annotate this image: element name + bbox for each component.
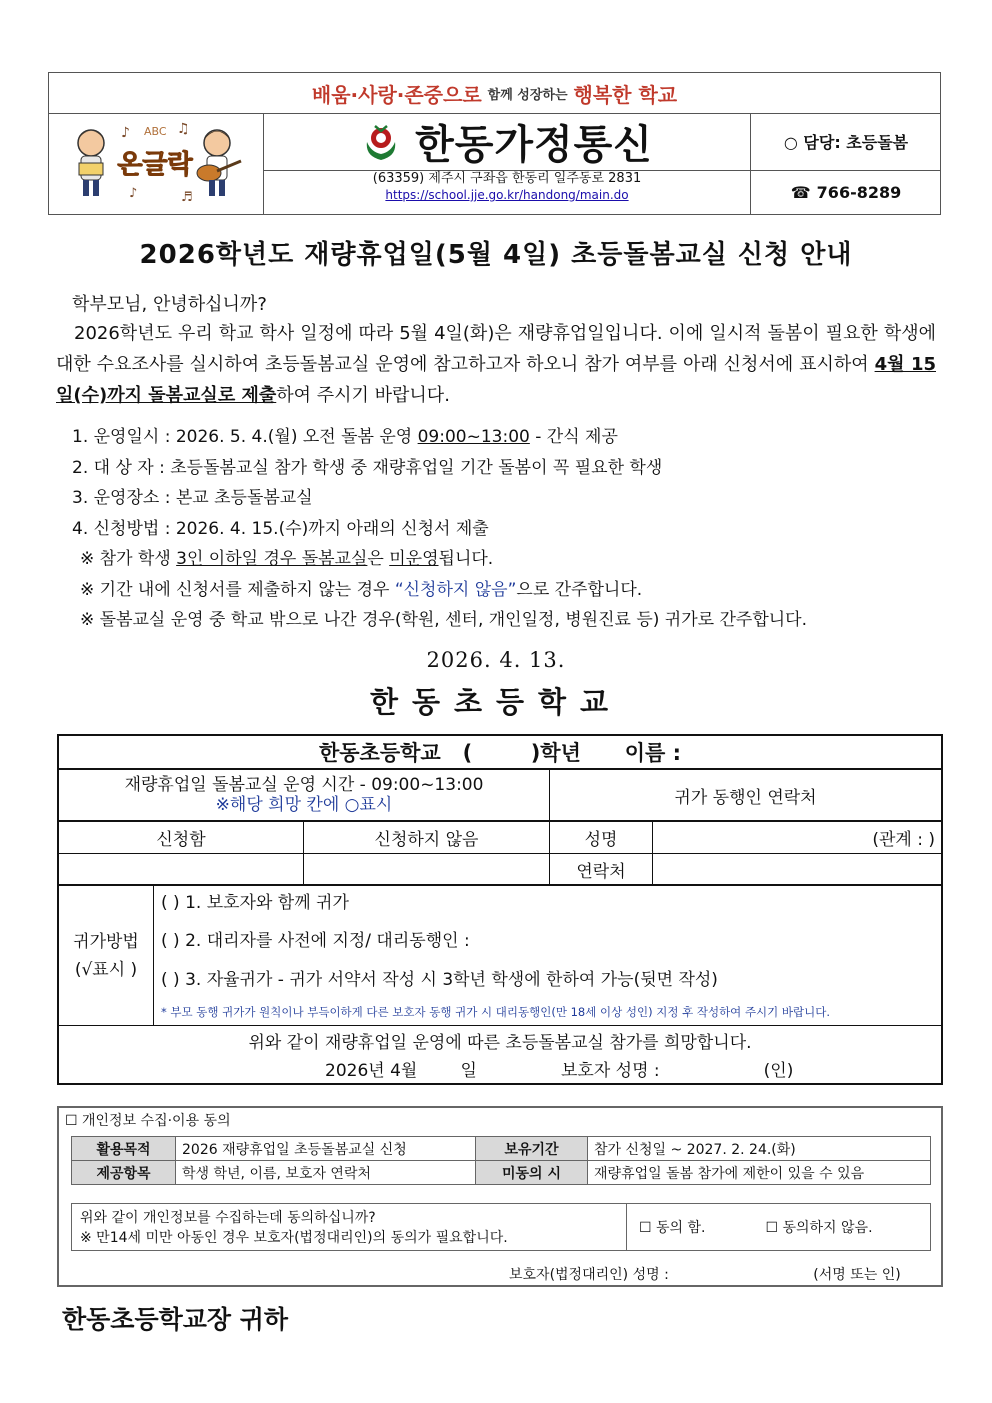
info-item-time: 09:00~13:00: [417, 427, 530, 447]
note-underline: 3인 이하일 경우 돌봄교실: [176, 549, 368, 569]
guardian-sign-label: 보호자 성명 :: [560, 1060, 660, 1081]
svg-text:♫: ♫: [177, 121, 190, 137]
period-label: 보유기간: [476, 1137, 588, 1161]
info-item-label: 1. 운영일시 : 2026. 5. 4.(월) 오전 돌봄 운영: [72, 427, 418, 447]
not-apply-mark-cell[interactable]: [304, 854, 550, 886]
sign-date[interactable]: 2026년 4월 일: [325, 1060, 477, 1081]
application-form: [57, 734, 943, 1085]
period-value: 참가 신청일 ~ 2027. 2. 24.(화): [588, 1137, 931, 1161]
operation-time: 재량휴업일 돌봄교실 운영 시간 - 09:00~13:00: [124, 775, 484, 795]
intro-text-a: 2026학년도 우리 학교 학사 일정에 따라 5월 4일(화)은 재량휴업일입니다. 이에 일시적 돌봄이 필요한 학생에 대한 수요조사를 실시하여 초등돌봄교실 운영에 참고하고자 하오니 참가 여부를 아래 신청서에 표시하여: [56, 323, 936, 375]
note-text: 됩니다.: [438, 549, 494, 569]
document-title: 2026학년도 재량휴업일(5월 4일) 초등돌봄교실 신청 안내: [139, 240, 853, 270]
newsletter-header: [48, 72, 941, 215]
apply-mark-cell[interactable]: [59, 854, 304, 886]
table-row: [72, 1137, 931, 1161]
agree-checkbox[interactable]: ☐ 동의 함.: [639, 1220, 706, 1236]
info-item-target: 2. 대 상 자 : 초등돌봄교실 참가 학생 중 재량휴업일 기간 돌봄이 꼭 필요한 학생: [72, 457, 663, 478]
issue-date: 2026. 4. 13.: [426, 648, 566, 672]
svg-text:ABC: ABC: [144, 125, 167, 138]
logo-text: 온글락: [117, 150, 193, 180]
slogan-part-3: 행복한 학교: [573, 82, 678, 107]
kids-music-illustration: [49, 113, 261, 213]
slogan-part-1: 배움·사랑·존중으로: [311, 82, 482, 107]
contact-cell: [751, 113, 941, 214]
info-item-place: 3. 운영장소 : 본교 초등돌봄교실: [72, 488, 313, 508]
note-minimum: [72, 544, 807, 575]
slogan-part-2: 함께 성장하는: [487, 87, 568, 103]
return-method-label: 귀가방법: [73, 931, 139, 952]
svg-text:♪: ♪: [129, 186, 138, 201]
disagree-checkbox[interactable]: ☐ 동의하지 않음.: [765, 1220, 873, 1236]
intro-paragraph: [56, 318, 936, 411]
program-logo: [49, 113, 264, 214]
name-label: 성명: [550, 822, 653, 854]
mark-instruction: ※해당 희망 칸에 ○표시: [215, 795, 393, 815]
info-item-schedule: [72, 422, 807, 453]
note-leaving: ※ 돌봄교실 운영 중 학교 밖으로 나간 경우(학원, 센터, 개인일정, 병원진료 등) 귀가로 간주합니다.: [80, 610, 807, 630]
legal-guardian-sign-label: 보호자(법정대리인) 성명 :: [509, 1267, 669, 1283]
school-name-sign: 한동초등학교: [369, 685, 623, 719]
note-no-submission: [72, 575, 807, 606]
operation-time-cell: [59, 770, 550, 822]
info-item-method: 4. 신청방법 : 2026. 4. 15.(수)까지 아래의 신청서 제출: [72, 518, 489, 539]
intro-deadline: 4월 15일(수)까지 돌봄교실로 제출: [56, 354, 936, 406]
note-text: 으로 간주합니다.: [516, 579, 643, 600]
guardian-contact-header: 귀가 동행인 연락처: [550, 770, 941, 822]
note-text: ※ 참가 학생: [80, 549, 177, 569]
return-option-guardian[interactable]: ( ) 1. 보호자와 함께 귀가: [161, 893, 349, 913]
not-apply-header: 신청하지 않음: [304, 822, 550, 854]
purpose-value: 2026 재량휴업일 초등돌봄교실 신청: [176, 1137, 476, 1161]
return-method-label-cell: [59, 886, 154, 1026]
note-text: 은: [367, 549, 390, 569]
return-option-self[interactable]: ( ) 3. 자율귀가 - 귀가 서약서 작성 시 3학년 학생에 한하여 가능(뒷면 작성): [161, 970, 718, 990]
addressee: 한동초등학교장 귀하: [62, 1305, 289, 1334]
refuse-label: 미동의 시: [476, 1161, 588, 1185]
consent-row: [71, 1203, 931, 1251]
check-instruction: (√표시 ): [74, 959, 138, 980]
privacy-consent-box: [57, 1106, 943, 1287]
return-option-proxy[interactable]: ( ) 2. 대리자를 사전에 지정/ 대리동행인 :: [161, 931, 470, 951]
refuse-value: 재량휴업일 돌봄 참가에 제한이 있을 수 있음: [588, 1161, 931, 1185]
participation-statement: 위와 같이 재량휴업일 운영에 따른 초등돌봄교실 참가를 희망합니다.: [248, 1032, 752, 1053]
items-value: 학생 학년, 이름, 보호자 연락처: [176, 1161, 476, 1185]
purpose-label: 활용목적: [72, 1137, 176, 1161]
table-row: [72, 1161, 931, 1185]
school-slogan: [49, 73, 940, 114]
phone-number: 766-8289: [816, 183, 902, 202]
intro-text-b: 하여 주시기 바랍니다.: [276, 385, 450, 406]
contact-field[interactable]: [653, 854, 941, 886]
note-text: ※ 기간 내에 신청서를 제출하지 않는 경우: [80, 579, 395, 600]
relation-field[interactable]: (관계 : ): [653, 822, 941, 854]
form-header-row: 한동초등학교 ( )학년 이름 :: [59, 736, 941, 770]
privacy-title: ☐ 개인정보 수집·이용 동의: [65, 1113, 231, 1129]
svg-text:♪: ♪: [121, 125, 130, 141]
under14-notice: ※ 만14세 미만 아동인 경우 보호자(법정대리인)의 동의가 필요합니다.: [80, 1230, 508, 1246]
school-emblem-icon: [361, 122, 401, 162]
privacy-signature-line: [509, 1264, 901, 1284]
contact-label: 연락처: [550, 854, 653, 886]
manager-label: ○ 담당: 초등돌봄: [751, 113, 941, 171]
return-method-note: * 부모 동행 귀가가 원칙이나 부득이하게 다른 보호자 동행 귀가 시 대리동행인(만 18세 이상 성인) 지정 후 작성하여 주시기 바랍니다.: [161, 1005, 831, 1019]
phone-icon: ☎: [790, 183, 811, 202]
seal-mark[interactable]: (인): [763, 1060, 794, 1081]
consent-question: 위와 같이 개인정보를 수집하는데 동의하십니까?: [80, 1210, 376, 1226]
newsletter-title-cell: [264, 113, 751, 214]
items-label: 제공항목: [72, 1161, 176, 1185]
newsletter-title: 한동가정통신: [415, 122, 653, 168]
signature-line: [59, 1054, 941, 1082]
school-url-link[interactable]: https://school.jje.go.kr/handong/main.do: [385, 188, 629, 202]
info-list: [72, 422, 807, 636]
note-underline: 미운영: [389, 549, 439, 569]
note-highlight: “신청하지 않음”: [394, 579, 517, 600]
svg-text:♬: ♬: [181, 190, 193, 205]
school-address: (63359) 제주시 구좌읍 한동리 일주동로 2831: [372, 171, 642, 186]
greeting: 학부모님, 안녕하십니까?: [72, 294, 267, 315]
apply-header: 신청함: [59, 822, 304, 854]
signature-mark[interactable]: (서명 또는 인): [813, 1267, 901, 1283]
privacy-table: [71, 1136, 931, 1185]
info-item-tail: - 간식 제공: [529, 427, 618, 447]
